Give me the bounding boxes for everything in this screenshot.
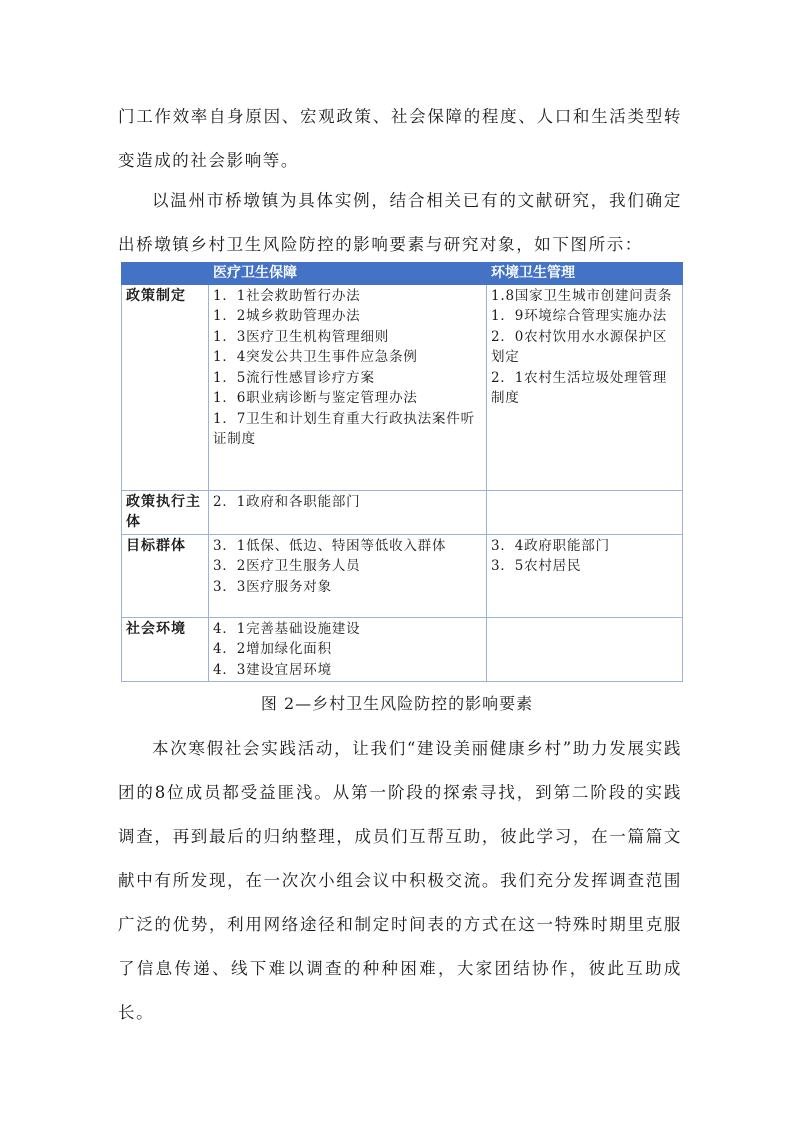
table-header-medical: 医疗卫生保障	[209, 263, 487, 285]
list-item: 1.8国家卫生城市创建问责条	[491, 287, 673, 304]
list-item: 1．4突发公共卫生事件应急条例	[213, 349, 418, 365]
table-row	[122, 534, 683, 617]
list-item: 1．7卫生和计划生育重大行政执法案件听证制度	[213, 410, 475, 447]
row-label-policy-making: 政策制定	[122, 284, 209, 490]
medical-cell-policy-making	[209, 284, 487, 490]
figure-caption: 图 2—乡村卫生风险防控的影响要素	[260, 694, 534, 713]
paragraph-summary: 本次寒假社会实践活动，让我们“建设美丽健康乡村”助力发展实践团的8位成员都受益匪浅。从第一阶段的探索寻找，到第二阶段的实践调查，再到最后的归纳整理，成员们互帮互助，彼此学习，在一篇篇文献中有所发现，在一次次小组会议中积极交流。我们充分发挥调查范围广泛的优势，利用网络途径和制定时间表的方式在这一特殊时期里克服了信息传递、线下难以调查的种种困难，大家团结协作，彼此互助成长。	[118, 739, 682, 1022]
list-item: 3．2医疗卫生服务人员	[213, 558, 361, 574]
list-item: 4．1完善基础设施建设	[213, 620, 361, 637]
list-item: 2．1政府和各职能部门	[213, 493, 361, 510]
list-item: 1．9环境综合管理实施办法	[491, 308, 668, 324]
environment-cell-social-environment	[487, 617, 683, 682]
list-item: 4．2增加绿化面积	[213, 641, 332, 657]
table-row	[122, 490, 683, 534]
list-item: 3．4政府职能部门	[491, 537, 610, 554]
paragraph-intro: 以温州市桥墩镇为具体实例，结合相关已有的文献研究，我们确定出桥墩镇乡村卫生风险防控的影响要素与研究对象，如下图所示：	[118, 191, 682, 254]
list-item: 1．6职业病诊断与鉴定管理办法	[213, 390, 418, 406]
influence-factors-table	[121, 262, 683, 682]
list-item: 2．1农村生活垃圾处理管理制度	[491, 369, 668, 406]
list-item: 1．2城乡救助管理办法	[213, 308, 361, 324]
medical-cell-social-environment	[209, 617, 487, 682]
medical-cell-policy-executors	[209, 490, 487, 534]
row-label-policy-executors: 政策执行主体	[122, 490, 209, 534]
row-label-target-groups: 目标群体	[122, 534, 209, 617]
list-item: 1．1社会救助暂行办法	[213, 287, 361, 304]
list-item: 3．3医疗服务对象	[213, 578, 332, 595]
list-item: 4．3建设宜居环境	[213, 661, 332, 678]
table-header-environment: 环境卫生管理	[487, 263, 683, 285]
environment-cell-policy-executors	[487, 490, 683, 534]
environment-cell-policy-making	[487, 284, 683, 490]
list-item: 1．3医疗卫生机构管理细则	[213, 328, 390, 345]
list-item: 2．0农村饮用水水源保护区划定	[491, 328, 668, 365]
table-row	[122, 617, 683, 682]
list-item: 1．5流行性感冒诊疗方案	[213, 369, 375, 386]
row-label-social-environment: 社会环境	[122, 617, 209, 682]
environment-cell-target-groups	[487, 534, 683, 617]
paragraph-top: 门工作效率自身原因、宏观政策、社会保障的程度、人口和生活类型转变造成的社会影响等。	[118, 107, 682, 170]
list-item: 3．1低保、低边、特困等低收入群体	[213, 537, 447, 554]
table-header-row	[122, 263, 683, 285]
table-header-corner	[122, 263, 209, 285]
medical-cell-target-groups	[209, 534, 487, 617]
table-row	[122, 284, 683, 490]
list-item: 3．5农村居民	[491, 558, 582, 574]
